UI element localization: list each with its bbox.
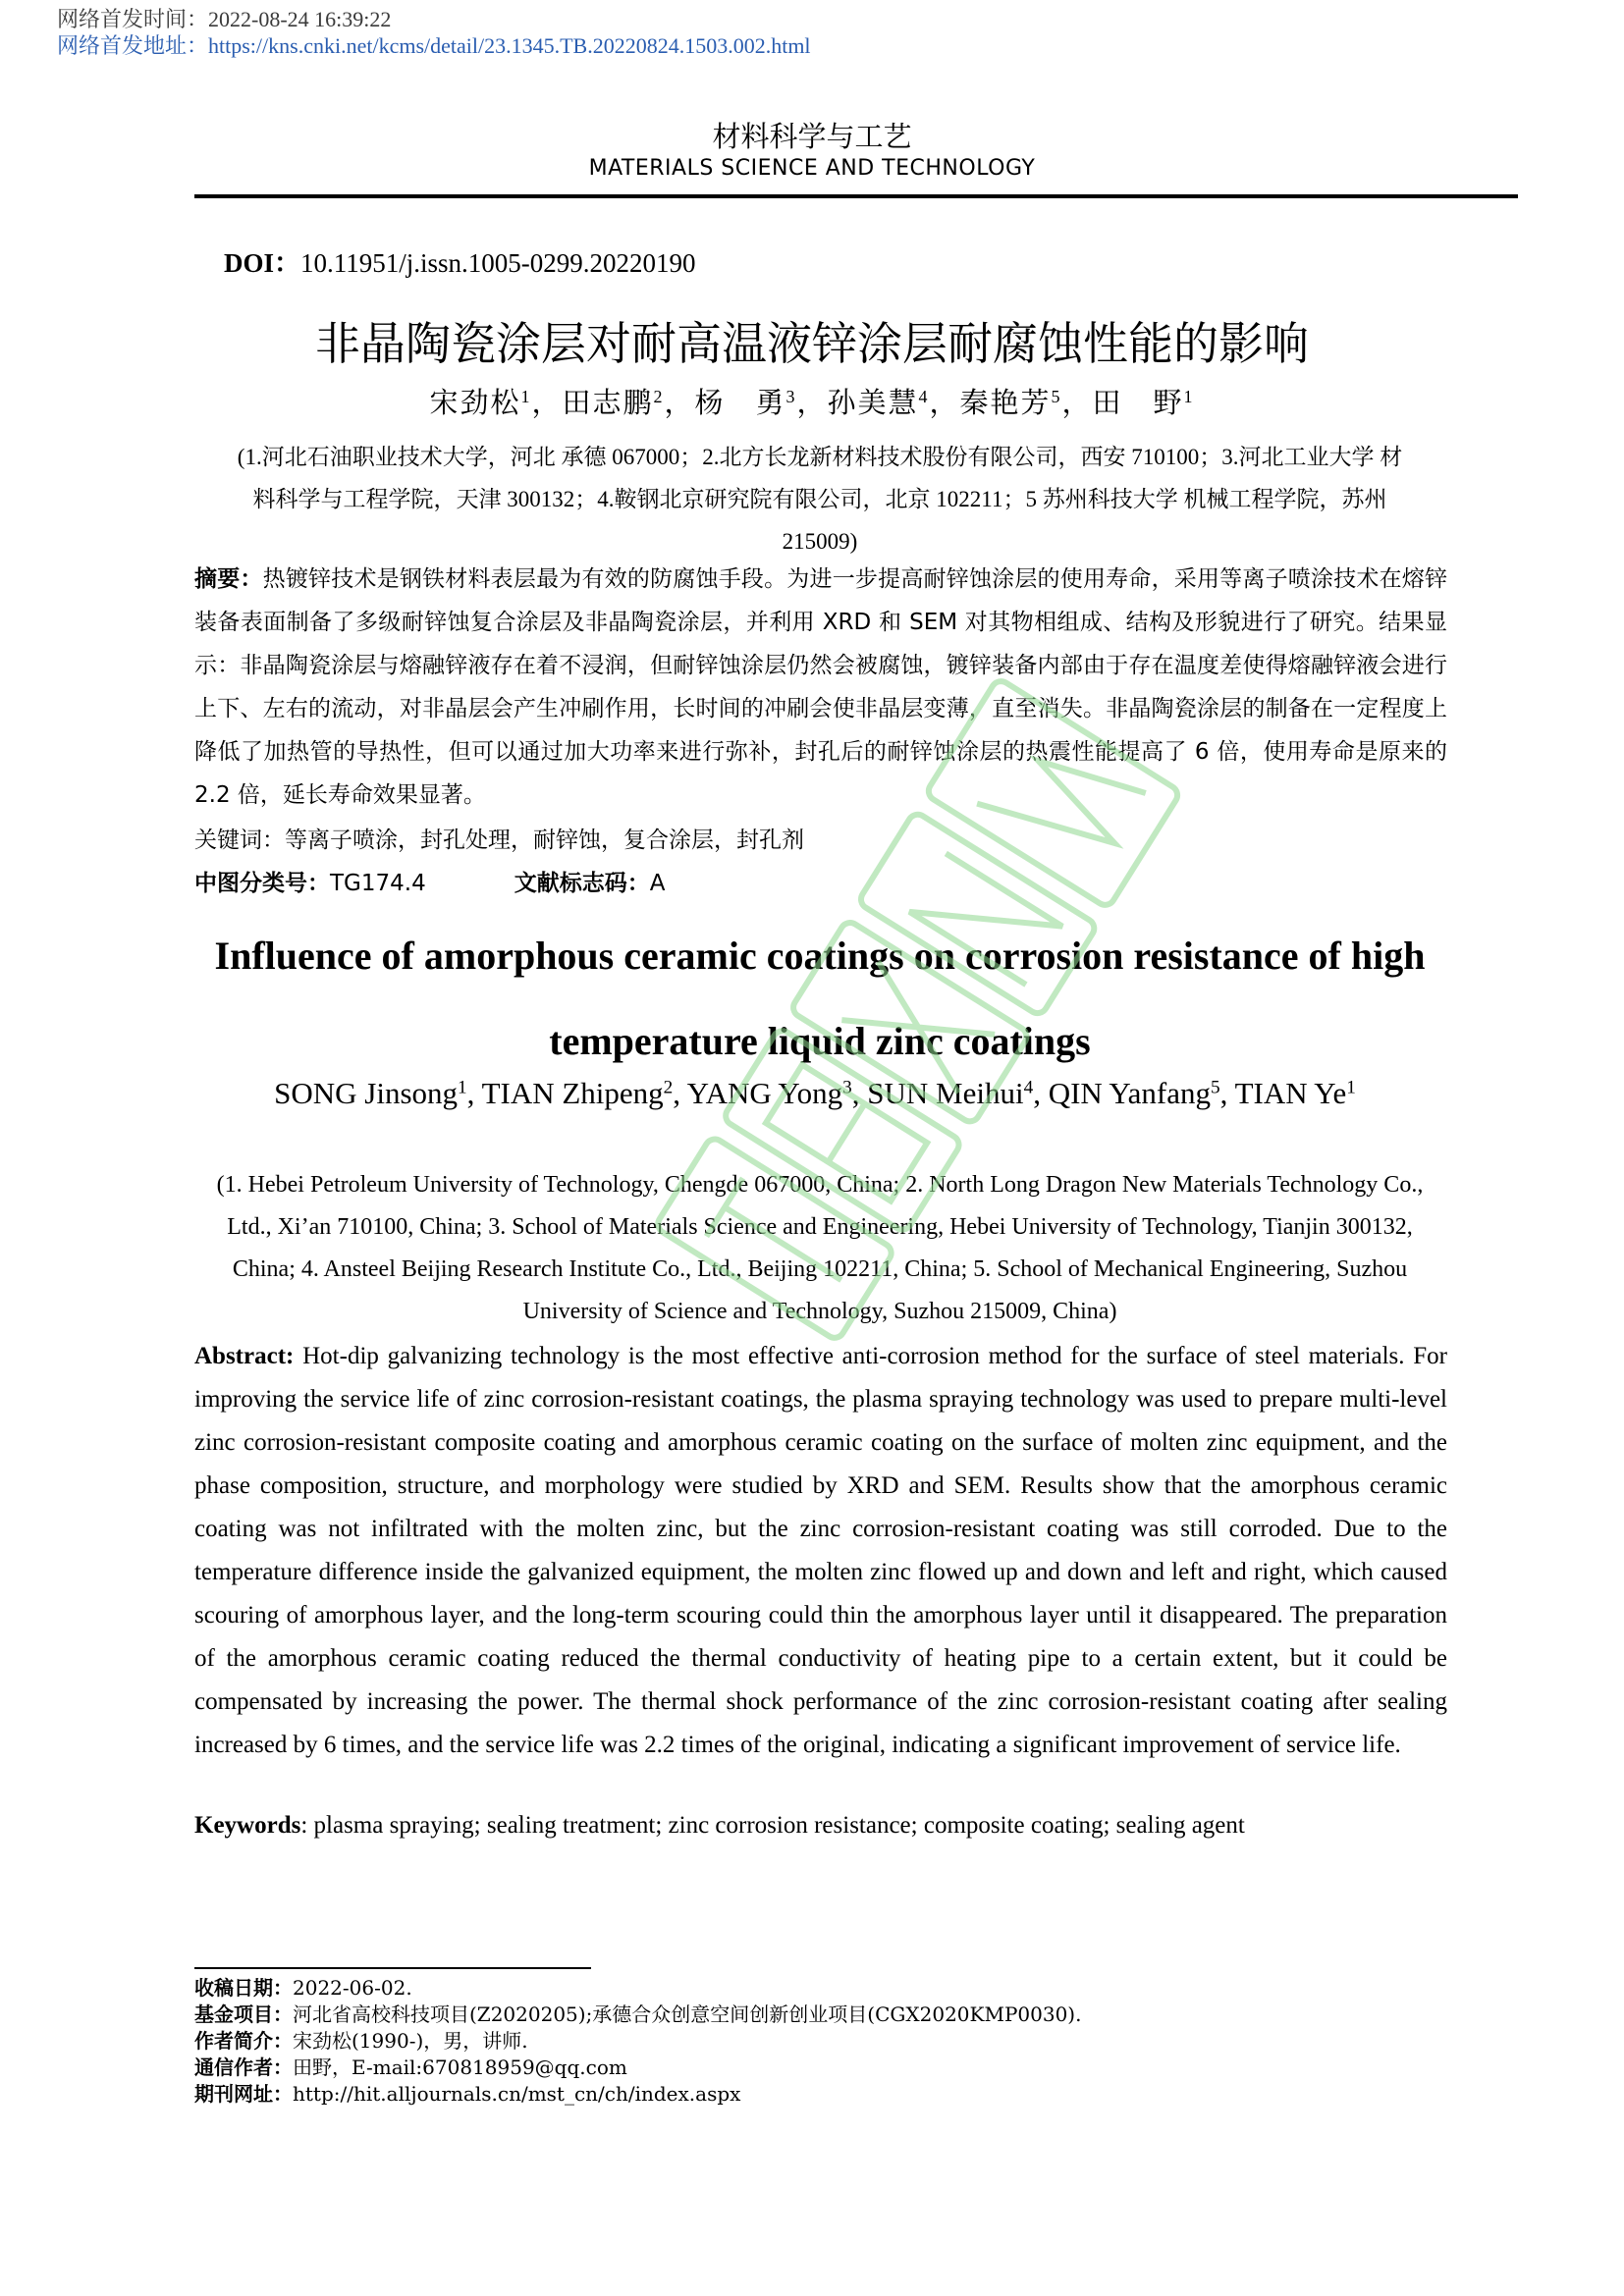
cn-author (562, 388, 664, 419)
footnote-text: 宋劲松(1990-)，男，讲师. (293, 2029, 528, 2053)
cn-author-name: 田 野 (1092, 388, 1184, 419)
header-rule (194, 194, 1518, 198)
cn-author-affiliation-number: 2 (653, 387, 665, 407)
cn-author-name: 孙美慧 (827, 388, 919, 419)
footnote-label: 通信作者： (194, 2056, 293, 2079)
affiliations-en: (1. Hebei Petroleum University of Technology, Chengde 067000, China; 2. North Long Dragon New Materials Technology Co., Ltd., Xi’an 710100, China; 3. School of Materials Science and Engineering, Hebei University of Technology, Tianjin 300132, China; 4. Ansteel Beijing Research Institute Co., Ltd., Beijing 102211, China; 5. School of Mechanical Engineering, Suzhou University of Science and Technology, Suzhou 215009, China) (216, 1172, 1424, 1324)
journal-header (0, 118, 1624, 183)
en-author (274, 1076, 467, 1110)
publication-info (57, 6, 811, 59)
en-author-affiliation-number: 2 (663, 1077, 674, 1098)
abstract-en-text: Hot-dip galvanizing technology is the most effective anti-corrosion method for the surface of steel materials. For improving the service life of zinc corrosion-resistant coatings, the plasma spraying technology was used to prepare multi-level zinc corrosion-resistant composite coating and amorphous ceramic coating on the surface of molten zinc equipment, and the phase composition, structure, and morphology were studied by XRD and SEM. Results show that the amorphous ceramic coating was not infiltrated with the molten zinc, but the zinc corrosion-resistant coating was still corroded. Due to the temperature difference inside the galvanized equipment, the molten zinc flowed up and down and left and right, which caused scouring of amorphous layer, and the long-term scouring could thin the amorphous layer until it disappeared. The preparation of the amorphous ceramic coating reduced the thermal conductivity of heating pipe to a certain extent, but it could be compensated by increasing the power. The thermal shock performance of the zinc corrosion-resistant coating after sealing increased by 6 times, and the service life was 2.2 times of the original, indicating a significant improvement of service life. (194, 1343, 1448, 1758)
en-author-name: QIN Yanfang (1048, 1076, 1212, 1110)
clc-label: 中图分类号： (194, 871, 330, 896)
cn-author-affiliation-number: 5 (1051, 387, 1062, 407)
journal-name-en: MATERIALS SCIENCE AND TECHNOLOGY (588, 156, 1036, 181)
en-author (1235, 1076, 1356, 1110)
cn-author-name: 秦艳芳 (959, 388, 1052, 419)
paper-title-cn: 非晶陶瓷涂层对耐高温液锌涂层耐腐蚀性能的影响 (315, 317, 1309, 370)
doi-value[interactable]: 10.11951/j.issn.1005-0299.20220190 (300, 248, 696, 278)
publication-time-label: 网络首发时间： (57, 7, 209, 31)
footnote-rule (194, 1967, 591, 1969)
en-author-name: TIAN Zhipeng (481, 1076, 664, 1110)
footnote-row (194, 2002, 1081, 2028)
footnote-row (194, 1975, 1081, 2002)
clc-value: TG174.4 (330, 871, 426, 896)
publication-url-row (57, 32, 811, 59)
cn-author (960, 388, 1062, 419)
keywords-en-label: Keywords (194, 1812, 301, 1839)
footnotes (194, 1975, 1081, 2108)
en-author-affiliation-number: 1 (1346, 1077, 1356, 1098)
cn-author (694, 388, 796, 419)
keywords-cn-label: 关键词： (194, 828, 285, 853)
abstract-en (194, 1335, 1447, 1767)
cn-author (429, 388, 531, 419)
author-list-cn: 宋劲松$^1$，田志鹏$^2$，杨 勇$^3$，孙美慧$^4$，秦艳芳$^5$，田 野$^1$ (429, 387, 1195, 419)
cn-author-affiliation-number: 1 (1183, 387, 1195, 407)
footnote-label: 期刊网址： (194, 2082, 293, 2106)
paper-title-en: Influence of amorphous ceramic coatings on corrosion resistance of high temperature liquid zinc coatings (214, 934, 1426, 1063)
footnote-row (194, 2055, 1081, 2081)
cn-author-affiliation-number: 4 (918, 387, 930, 407)
affiliations-cn: (1.河北石油职业技术大学，河北 承德 067000；2.北方长龙新材料技术股份有限公司，西安 710100；3.河北工业大学 材料科学与工程学院，天津 300132；4.鞍钢北京研究院有限公司，北京 102211；5 苏州科技大学 机械工程学院，苏州 215009) (237, 445, 1403, 554)
footnote-label: 基金项目： (194, 2002, 293, 2026)
author-list-en: SONG Jinsong$^1$, TIAN Zhipeng$^2$, YANG Yong$^3$, SUN Meihui$^4$, QIN Yanfang$^5$, TIAN Ye$^1$ (274, 1076, 1356, 1110)
footnote-row (194, 2028, 1081, 2055)
doc-code-value: A (649, 871, 666, 896)
en-author-affiliation-number: 1 (458, 1077, 467, 1098)
cn-author-affiliation-number: 1 (520, 387, 532, 407)
en-author-affiliation-number: 3 (842, 1077, 852, 1098)
journal-name-cn: 材料科学与工艺 (712, 120, 912, 153)
footnote-label: 收稿日期： (194, 1976, 293, 2000)
abstract-en-label: Abstract: (194, 1343, 295, 1369)
publication-time-row (57, 6, 811, 32)
en-author (687, 1076, 852, 1110)
abstract-cn-label: 摘要： (194, 566, 263, 592)
en-author (867, 1076, 1033, 1110)
footnote-text: 田野，E-mail:670818959@qq.com (293, 2056, 627, 2079)
cn-author-name: 田志鹏 (562, 388, 654, 419)
footnote-text: http://hit.alljournals.cn/mst_cn/ch/index.aspx (293, 2082, 741, 2106)
en-author-affiliation-number: 5 (1211, 1077, 1220, 1098)
publication-url-label: 网络首发地址： (57, 33, 209, 58)
doi (224, 241, 696, 280)
keywords-cn-text: 等离子喷涂，封孔处理，耐锌蚀，复合涂层，封孔剂 (285, 828, 804, 853)
en-author-name: SONG Jinsong (274, 1076, 459, 1110)
cn-author (1093, 388, 1195, 419)
classification-line (194, 864, 1447, 903)
footnote-text: 2022-06-02. (293, 1976, 412, 2000)
abstract-cn-text: 热镀锌技术是钢铁材料表层最为有效的防腐蚀手段。为进一步提高耐锌蚀涂层的使用寿命，采用等离子喷涂技术在熔锌装备表面制备了多级耐锌蚀复合涂层及非晶陶瓷涂层，并利用 XRD 和 SEM 对其物相组成、结构及形貌进行了研究。结果显示：非晶陶瓷涂层与熔融锌液存在着不浸润，但耐锌蚀涂层仍然会被腐蚀，镀锌装备内部由于存在温度差使得熔融锌液会进行上下、左右的流动，对非晶层会产生冲刷作用，长时间的冲刷会使非晶层变薄，直至消失。非晶陶瓷涂层的制备在一定程度上降低了加热管的导热性，但可以通过加大功率来进行弥补，封孔后的耐锌蚀涂层的热震性能提高了 6 倍，使用寿命是原来的 2.2 倍，延长寿命效果显著。 (194, 566, 1448, 808)
keywords-cn (194, 821, 1447, 860)
footnote-row (194, 2081, 1081, 2108)
en-author-name: YANG Yong (686, 1076, 843, 1110)
abstract-cn (194, 558, 1447, 817)
keywords-en (194, 1806, 1447, 1845)
footnote-label: 作者简介： (194, 2029, 293, 2053)
cn-author (828, 388, 930, 419)
publication-url-link[interactable]: https://kns.cnki.net/kcms/detail/23.1345.TB.20220824.1503.002.html (208, 33, 811, 58)
en-author-name: SUN Meihui (867, 1076, 1024, 1110)
en-author (482, 1076, 674, 1110)
doi-label: DOI： (224, 248, 301, 278)
publication-time: 2022-08-24 16:39:22 (208, 7, 392, 31)
cn-author-name: 宋劲松 (429, 388, 521, 419)
en-author-name: TIAN Ye (1234, 1076, 1347, 1110)
cn-author-name: 杨 勇 (694, 388, 786, 419)
cn-author-affiliation-number: 3 (785, 387, 797, 407)
keywords-en-text: : plasma spraying; sealing treatment; zinc corrosion resistance; composite coating; sealing agent (300, 1812, 1245, 1839)
en-author-affiliation-number: 4 (1023, 1077, 1034, 1098)
doc-code-label: 文献标志码： (514, 871, 650, 896)
en-author (1049, 1076, 1220, 1110)
footnote-text: 河北省高校科技项目(Z2020205);承德合众创意空间创新创业项目(CGX2020KMP0030). (293, 2002, 1082, 2026)
